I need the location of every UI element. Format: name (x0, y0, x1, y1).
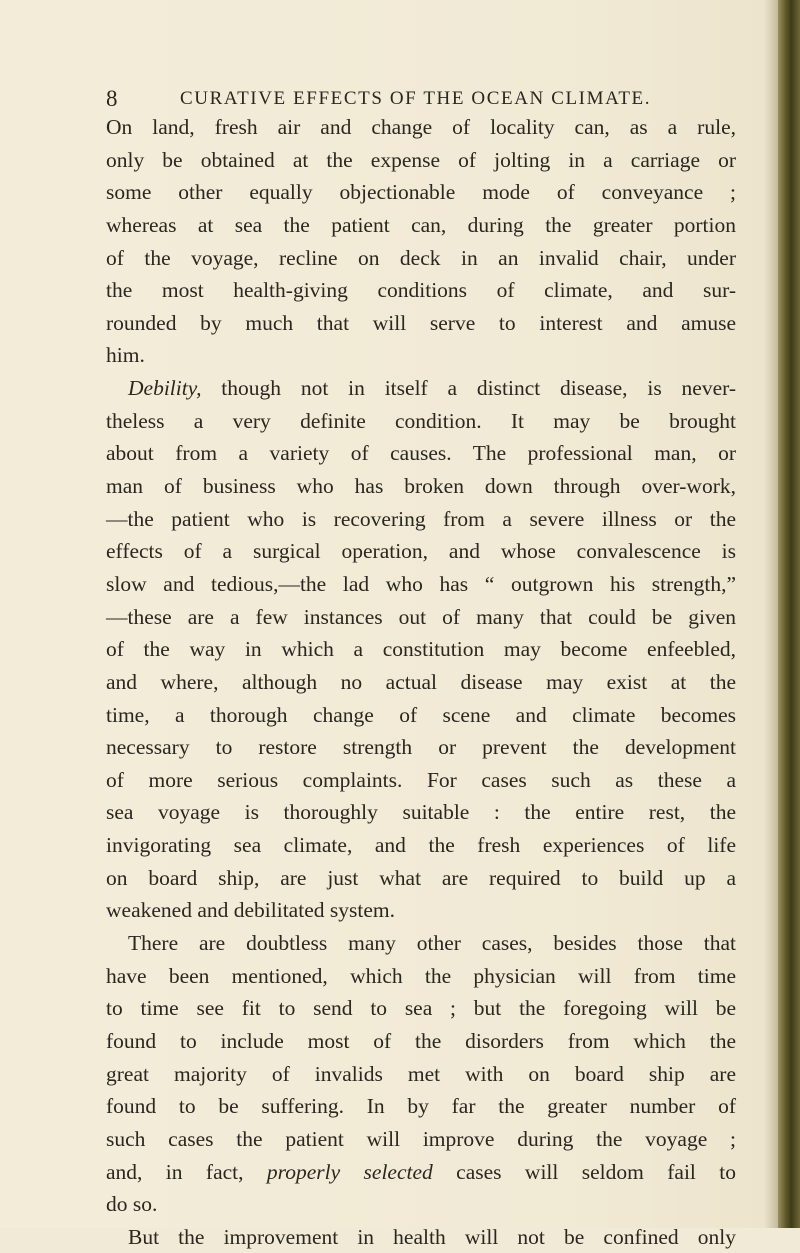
text-line: There are doubtless many other cases, besides those that (128, 931, 736, 956)
text-line: On land, fresh air and change of locality can, as a rule, (106, 115, 736, 139)
text-line: of the voyage, recline on deck in an invalid chair, under (106, 245, 736, 270)
running-head: CURATIVE EFFECTS OF THE OCEAN CLIMATE. (180, 88, 652, 109)
text-segment: and, in fact, (106, 1159, 244, 1184)
text-segment: though not in itself a distinct disease, is never- (201, 376, 736, 401)
text-line (106, 1156, 736, 1189)
text-line: of more serious complaints. For cases such as these a (106, 767, 736, 792)
text-line: —these are a few instances out of many that could be given (106, 604, 736, 629)
page-number: 8 (106, 86, 119, 111)
text-line: him. (106, 343, 145, 368)
text-line: great majority of invalids met with on board ship are (106, 1061, 736, 1086)
text-line: found to be suffering. In by far the greater number of (106, 1094, 736, 1119)
text-line: and where, although no actual disease may exist at the (106, 669, 736, 694)
book-edge (778, 0, 800, 1228)
text-line: effects of a surgical operation, and whose convalescence is (106, 539, 736, 564)
text-line: the most health-giving conditions of climate, and sur- (106, 278, 736, 303)
italic-term: Debility, (128, 376, 202, 401)
italic-phrase: properly selected (266, 1159, 433, 1184)
text-line: rounded by much that will serve to interest and amuse (106, 310, 736, 335)
text-line: time, a thorough change of scene and climate becomes (106, 702, 736, 727)
text-line: of the way in which a constitution may become enfeebled, (106, 637, 736, 662)
text-line: slow and tedious,—the lad who has “ outgrown his strength,” (106, 571, 736, 596)
body-text (106, 111, 736, 1253)
text-line: invigorating sea climate, and the fresh experiences of life (106, 833, 736, 858)
text-line: on board ship, are just what are required to build up a (106, 865, 736, 890)
text-line: only be obtained at the expense of jolting in a carriage or (106, 147, 736, 172)
text-line: such cases the patient will improve during the voyage ; (106, 1126, 736, 1151)
text-line: some other equally objectionable mode of conveyance ; (106, 180, 736, 205)
text-line: about from a variety of causes. The professional man, or (106, 441, 736, 466)
text-line: theless a very definite condition. It may be brought (106, 408, 736, 433)
text-line: necessary to restore strength or prevent the development (106, 735, 736, 760)
text-line: found to include most of the disorders from which the (106, 1028, 736, 1053)
text-line: to time see fit to send to sea ; but the foregoing will be (106, 996, 736, 1021)
text-segment: cases will seldom fail to (432, 1159, 736, 1184)
text-line: But the improvement in health will not be confined only (128, 1224, 736, 1249)
text-line (106, 372, 736, 405)
text-line: sea voyage is thoroughly suitable : the entire rest, the (106, 800, 736, 825)
text-line: man of business who has broken down through over-work, (106, 474, 736, 499)
text-line: have been mentioned, which the physician will from time (106, 963, 736, 988)
text-line: whereas at sea the patient can, during the greater portion (106, 212, 736, 237)
text-line: do so. (106, 1192, 158, 1217)
text-line: —the patient who is recovering from a severe illness or the (106, 506, 736, 531)
page-gutter-shadow (764, 0, 778, 1228)
text-line: weakened and debilitated system. (106, 898, 395, 923)
